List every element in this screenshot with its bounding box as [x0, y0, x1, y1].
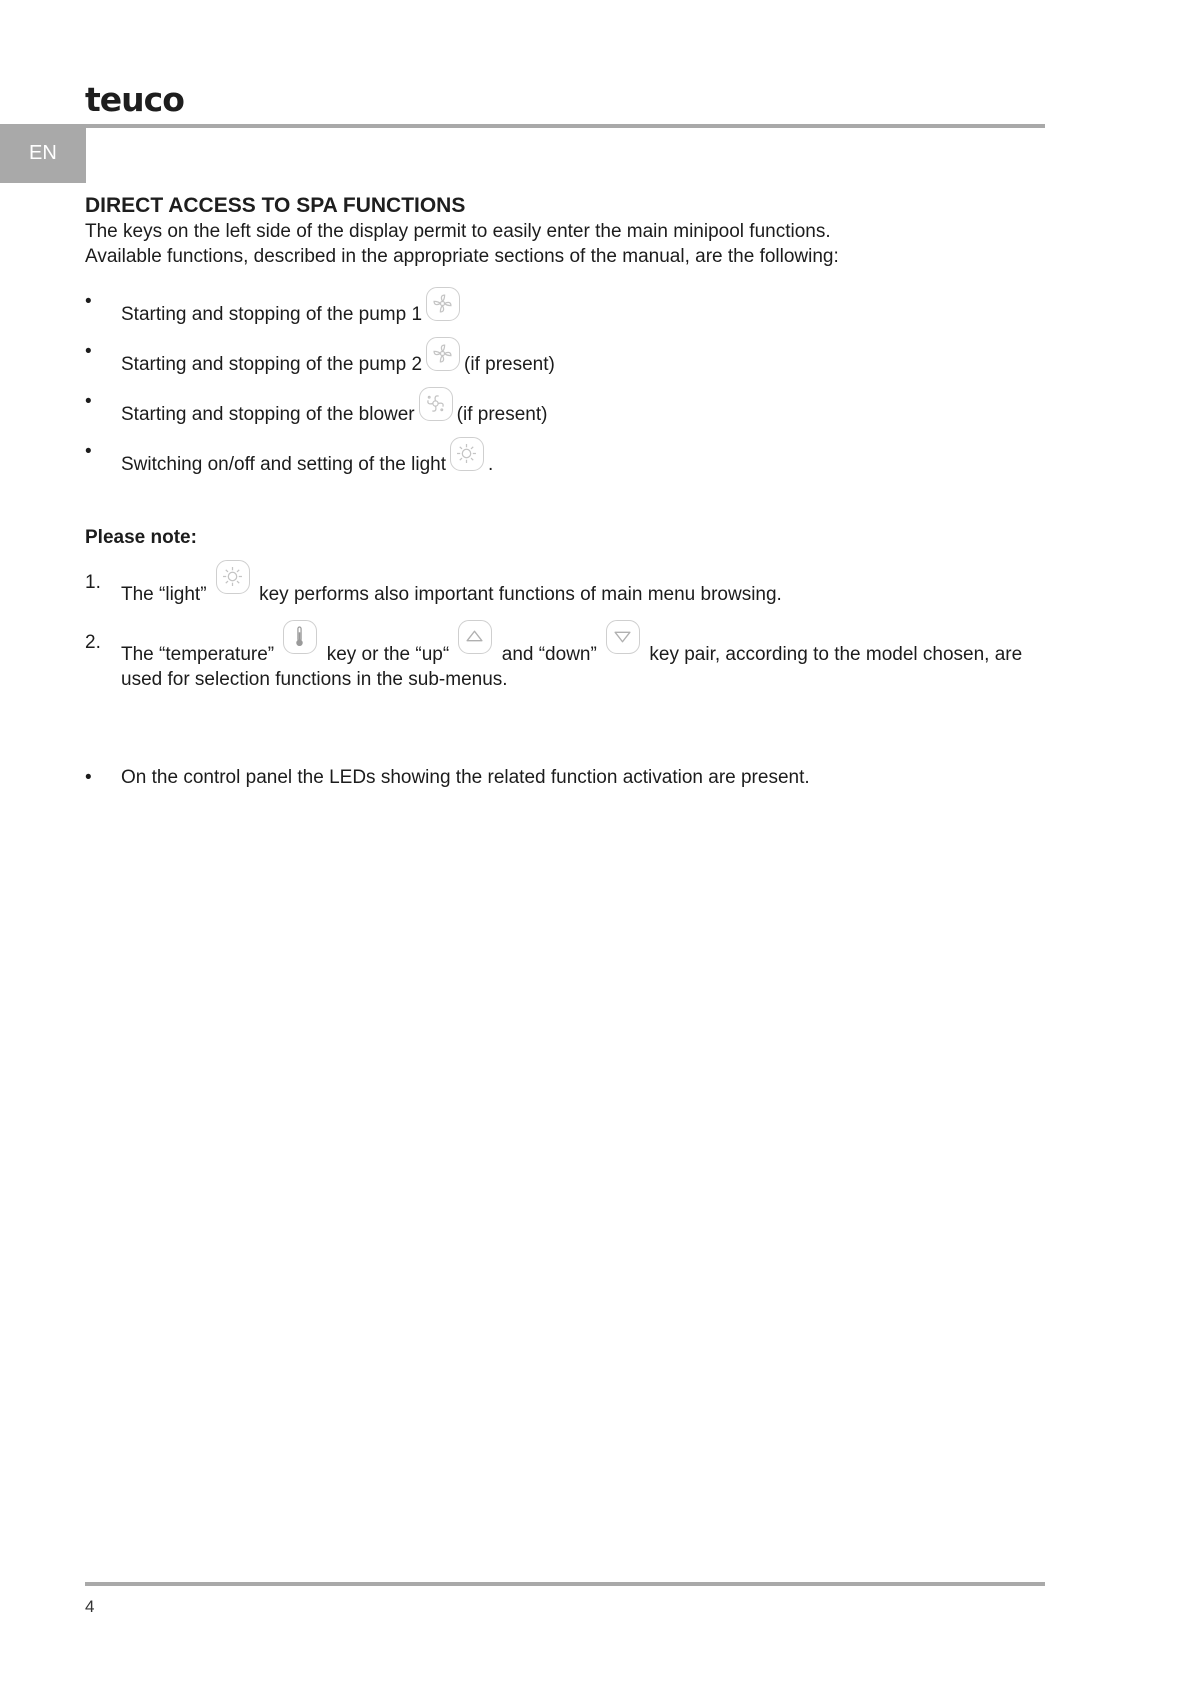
- section-title: DIRECT ACCESS TO SPA FUNCTIONS: [85, 194, 466, 217]
- page-number: 4: [85, 1597, 95, 1616]
- led-note-item: • On the control panel the LEDs showing the related function activation are present.: [85, 765, 1055, 790]
- function-text: • Switching on/off and setting of the light: [121, 453, 446, 475]
- down-arrow-icon: [606, 620, 640, 654]
- light-icon: [216, 560, 250, 594]
- note-number: 1.: [85, 572, 101, 593]
- function-suffix: .: [487, 453, 494, 475]
- note-list: [85, 570, 1055, 692]
- function-item-light: [85, 439, 1055, 489]
- note-text: key performs also important functions of main menu browsing.: [259, 584, 782, 605]
- note-title: Please note:: [85, 527, 197, 548]
- note-text: and “down”: [501, 644, 597, 665]
- note-text: key pair, according to the model chosen, are used for selection functions in the sub-menus.: [121, 644, 1023, 690]
- pump-icon: [426, 337, 460, 371]
- language-tab: EN: [0, 124, 86, 183]
- footer-rule: [85, 1582, 1045, 1586]
- function-text: • Starting and stopping of the pump 2: [121, 353, 423, 375]
- intro-line-1: The keys on the left side of the display permit to easily enter the main minipool functions.: [85, 221, 831, 242]
- function-item-pump-2: [85, 339, 1055, 389]
- header-rule: [85, 124, 1045, 128]
- page-content: [85, 193, 1055, 790]
- function-text: • Starting and stopping of the pump 1: [121, 303, 423, 325]
- note-item-1: [85, 570, 1055, 607]
- note-text: The “light”: [121, 584, 207, 605]
- function-item-pump-1: [85, 289, 1055, 339]
- function-suffix: (if present): [456, 403, 548, 425]
- pump-icon: [426, 287, 460, 321]
- note-text: The “temperature”: [121, 644, 275, 665]
- intro-line-2: Available functions, described in the appropriate sections of the manual, are the following:: [85, 246, 839, 267]
- function-list: [85, 289, 1055, 489]
- note-text: key or the “up“: [326, 644, 450, 665]
- blower-icon: [419, 387, 453, 421]
- up-arrow-icon: [458, 620, 492, 654]
- thermometer-icon: [283, 620, 317, 654]
- note-number: 2.: [85, 632, 101, 653]
- led-note-list: [85, 765, 1055, 790]
- function-suffix: (if present): [464, 353, 555, 375]
- function-text: • Starting and stopping of the blower: [121, 403, 415, 425]
- note-item-2: [85, 630, 1055, 692]
- light-icon: [450, 437, 484, 471]
- function-item-blower: [85, 389, 1055, 439]
- brand-logo: teuco: [85, 80, 184, 119]
